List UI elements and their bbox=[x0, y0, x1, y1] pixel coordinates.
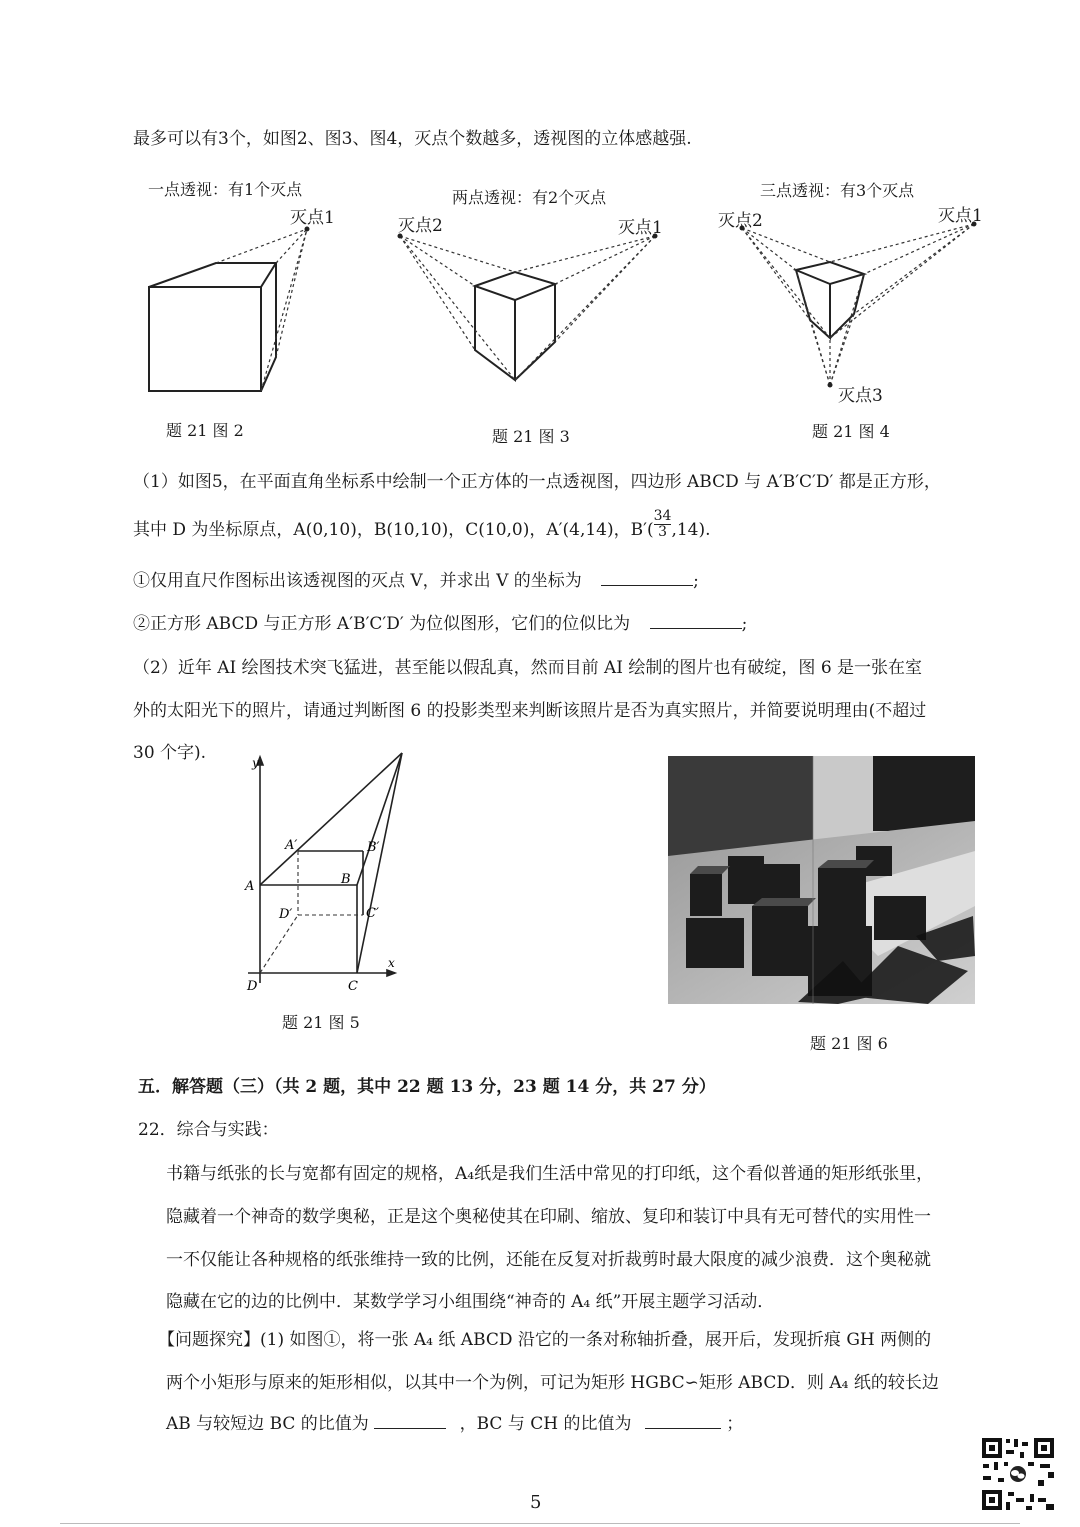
fig3-cube-top bbox=[475, 272, 555, 300]
q1-sub2-end: ; bbox=[741, 614, 748, 634]
label-B1: B′ bbox=[367, 840, 380, 855]
fig4-cube-left bbox=[796, 270, 830, 338]
q22-p4: 隐藏在它的边的比例中．某数学学习小组围绕“神奇的 A₄ 纸”开展主题学习活动． bbox=[166, 1292, 775, 1312]
q1-line1: （1）如图5，在平面直角坐标系中绘制一个正方体的一点透视图，四边形 ABCD 与 A′B′C′D′ 都是正方形， bbox=[133, 472, 941, 492]
fig2-caption: 题 21 图 2 bbox=[166, 421, 244, 440]
fig4-vp2-label: 灭点2 bbox=[718, 211, 763, 231]
q1-sub1-end: ; bbox=[693, 571, 699, 591]
q2-line1: （2）近年 AI 绘图技术突飞猛进，甚至能以假乱真，然而目前 AI 绘制的图片也有破绽，图 6 是一张在室 bbox=[133, 658, 923, 678]
fig6-photo bbox=[668, 756, 975, 1004]
fraction-numerator: 34 bbox=[653, 508, 672, 524]
fraction-34-3 bbox=[654, 509, 672, 540]
q22-p6: 两个小矩形与原来的矩形相似，以其中一个为例，可记为矩形 HGBC∽矩形 ABCD．则 A₄ 纸的较长边 bbox=[166, 1373, 939, 1393]
q22-p7-b: ，BC 与 CH 的比值为 bbox=[459, 1414, 632, 1434]
q22-p7-a: AB 与较短边 BC 的比值为 bbox=[166, 1414, 369, 1434]
fig4-cube-right bbox=[830, 274, 864, 338]
label-A1: A′ bbox=[285, 838, 298, 853]
q22-title: 22．综合与实践： bbox=[138, 1120, 279, 1140]
fig2-title: 一点透视：有1个灭点 bbox=[148, 180, 303, 199]
footer-divider bbox=[60, 1523, 1020, 1524]
q22-p3: 一不仅能让各种规格的纸张维持一致的比例，还能在反复对折裁剪时最大限度的减少浪费．这个奥秘就 bbox=[166, 1250, 931, 1270]
label-B: B bbox=[341, 872, 351, 887]
label-y: y bbox=[252, 756, 259, 770]
q1-sub2 bbox=[133, 609, 747, 634]
answer-blank-similarity-ratio[interactable] bbox=[650, 612, 742, 629]
fig6-caption: 题 21 图 6 bbox=[810, 1034, 888, 1053]
q1-line2-a: 其中 D 为坐标原点，A(0,10)，B(10,10)，C(10,0)，A′(4,14)，B′( bbox=[133, 520, 654, 540]
fig6-photo-art bbox=[668, 756, 975, 1004]
q22-p2: 隐藏着一个神奇的数学奥秘，正是这个奥秘使其在印刷、缩放、复印和装订中具有无可替代的实用性一 bbox=[166, 1207, 931, 1227]
fig4-vp3 bbox=[828, 383, 833, 388]
fig4-vp1-label: 灭点1 bbox=[938, 206, 983, 226]
intro-text: 最多可以有3个，如图2、图3、图4，灭点个数越多，透视图的立体感越强. bbox=[133, 129, 692, 149]
q2-line2: 外的太阳光下的照片，请通过判断图 6 的投影类型来判断该照片是否为真实照片，并简要说明理由(不超过 bbox=[133, 701, 927, 721]
q22-p1: 书籍与纸张的长与宽都有固定的规格，A₄纸是我们生活中常见的打印纸，这个看似普通的矩形纸张里， bbox=[166, 1164, 934, 1184]
fig2-vp1-label: 灭点1 bbox=[290, 208, 335, 228]
label-x: x bbox=[388, 956, 395, 970]
fraction-denominator: 3 bbox=[658, 524, 667, 540]
q1-line2-b: ,14). bbox=[671, 520, 711, 540]
fig5-diagram bbox=[240, 745, 415, 1005]
ray-AV bbox=[260, 753, 402, 885]
q22-p7 bbox=[166, 1409, 743, 1434]
fig3-vp2-label: 灭点2 bbox=[398, 216, 443, 236]
q2-line3: 30 个字). bbox=[133, 743, 207, 763]
fig5-caption: 题 21 图 5 bbox=[282, 1013, 360, 1032]
label-A: A bbox=[245, 879, 255, 894]
label-D1: D′ bbox=[279, 907, 293, 922]
section5-heading: 五．解答题（三）（共 2 题，其中 22 题 13 分，23 题 14 分，共 27 分） bbox=[138, 1077, 716, 1097]
label-C: C bbox=[348, 979, 358, 994]
q1-sub2-text: ②正方形 ABCD 与正方形 A′B′C′D′ 为位似图形，它们的位似比为 bbox=[133, 614, 631, 634]
label-D: D bbox=[247, 979, 258, 994]
q1-sub1 bbox=[133, 566, 699, 591]
fig4-title: 三点透视：有3个灭点 bbox=[760, 181, 915, 200]
answer-blank-ab-bc-ratio[interactable] bbox=[374, 1412, 446, 1429]
answer-blank-bc-ch-ratio[interactable] bbox=[645, 1412, 721, 1429]
q22-p5: 【问题探究】(1) 如图①，将一张 A₄ 纸 ABCD 沿它的一条对称轴折叠，展开后，发现折痕 GH 两侧的 bbox=[158, 1330, 932, 1350]
q22-p7-c: ； bbox=[726, 1414, 744, 1434]
q1-sub1-text: ①仅用直尺作图标出该透视图的灭点 V，并求出 V 的坐标为 bbox=[133, 571, 582, 591]
fig4-caption: 题 21 图 4 bbox=[812, 422, 890, 441]
fig3-caption: 题 21 图 3 bbox=[492, 427, 570, 446]
fig4-diagram bbox=[730, 210, 990, 400]
fig3-cube-left bbox=[475, 286, 515, 380]
qr-code-icon bbox=[980, 1436, 1056, 1512]
answer-blank-vanishing-point[interactable] bbox=[601, 569, 693, 586]
fig4-vp3-label: 灭点3 bbox=[838, 386, 883, 406]
q1-line2 bbox=[133, 508, 711, 540]
fig3-vp1-label: 灭点1 bbox=[618, 218, 663, 238]
edge-DD1 bbox=[260, 915, 298, 973]
fig2-cube-front bbox=[149, 287, 261, 391]
fig4-cube-top bbox=[796, 262, 864, 284]
fig3-title: 两点透视：有2个灭点 bbox=[452, 188, 607, 207]
label-C1: C′ bbox=[366, 906, 379, 921]
page-number: 5 bbox=[530, 1492, 542, 1513]
fig2-cube-top bbox=[149, 263, 276, 287]
